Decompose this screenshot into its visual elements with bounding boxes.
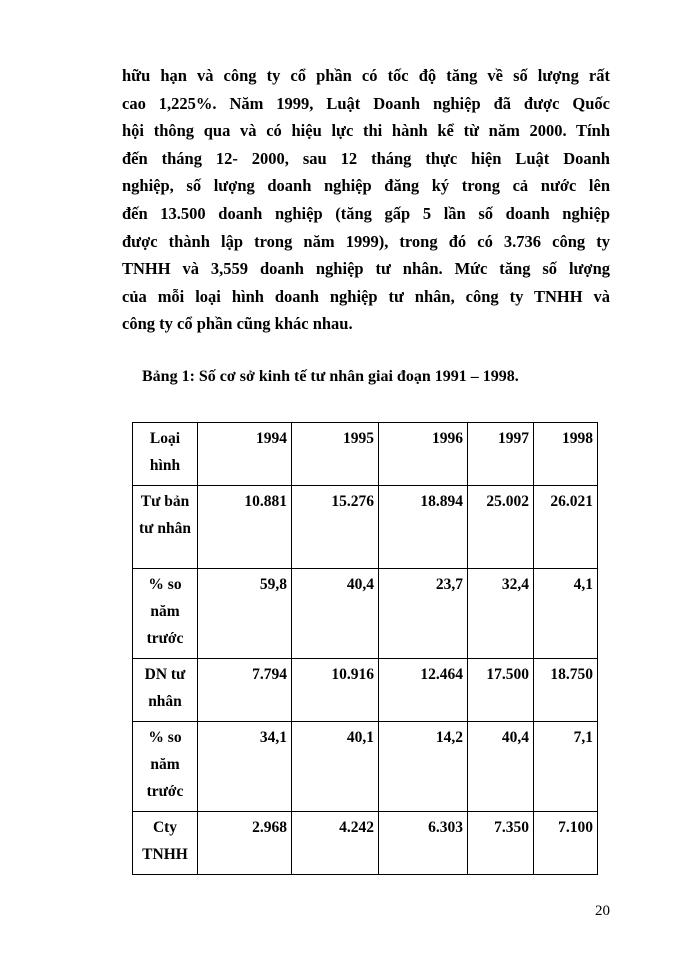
table-cell: 2.968 bbox=[198, 812, 292, 875]
table-cell: 40,1 bbox=[292, 722, 379, 812]
row-label: Tư bản tư nhân bbox=[133, 486, 198, 569]
table-cell: 4.242 bbox=[292, 812, 379, 875]
table-cell: 14,2 bbox=[379, 722, 468, 812]
row-label: DN tư nhân bbox=[133, 659, 198, 722]
table-cell: 4,1 bbox=[534, 569, 598, 659]
row-label: % so năm trước bbox=[133, 569, 198, 659]
table-cell: 7.350 bbox=[468, 812, 534, 875]
table-cell: 10.916 bbox=[292, 659, 379, 722]
table-cell: 18.894 bbox=[379, 486, 468, 569]
table-row bbox=[133, 722, 598, 812]
table-cell: 34,1 bbox=[198, 722, 292, 812]
table-cell: 10.881 bbox=[198, 486, 292, 569]
table-caption: Bảng 1: Số cơ sở kinh tế tư nhân giai đoạn 1991 – 1998. bbox=[142, 368, 519, 385]
header-cell: 1996 bbox=[379, 423, 468, 486]
data-table bbox=[132, 422, 598, 875]
body-paragraph bbox=[122, 62, 610, 338]
paragraph-line: đến 13.500 doanh nghiệp (tăng gấp 5 lần số doanh nghiệp bbox=[122, 203, 610, 223]
table-row bbox=[133, 812, 598, 875]
table-row bbox=[133, 659, 598, 722]
table-cell: 7.794 bbox=[198, 659, 292, 722]
paragraph-line: công ty cổ phần cũng khác nhau. bbox=[122, 314, 353, 334]
paragraph-line: hội thông qua và có hiệu lực thi hành kể từ năm 2000. Tính bbox=[122, 121, 610, 141]
table-cell: 26.021 bbox=[534, 486, 598, 569]
table-cell: 25.002 bbox=[468, 486, 534, 569]
header-cell: 1994 bbox=[198, 423, 292, 486]
table-cell: 18.750 bbox=[534, 659, 598, 722]
page-number: 20 bbox=[595, 903, 610, 919]
header-cell: 1995 bbox=[292, 423, 379, 486]
header-cell: 1997 bbox=[468, 423, 534, 486]
row-label: % so năm trước bbox=[133, 722, 198, 812]
table-cell: 32,4 bbox=[468, 569, 534, 659]
table-cell: 12.464 bbox=[379, 659, 468, 722]
table-cell: 40,4 bbox=[292, 569, 379, 659]
paragraph-line: hữu hạn và công ty cổ phần có tốc độ tăng về số lượng rất bbox=[122, 66, 610, 85]
paragraph-line: nghiệp, số lượng doanh nghiệp đăng ký trong cả nước lên bbox=[122, 176, 610, 196]
table-cell: 17.500 bbox=[468, 659, 534, 722]
row-label: Cty TNHH bbox=[133, 812, 198, 875]
paragraph-line: cao 1,225%. Năm 1999, Luật Doanh nghiệp đã được Quốc bbox=[122, 93, 610, 113]
table-header-row bbox=[133, 423, 598, 486]
table-row bbox=[133, 569, 598, 659]
table-cell: 23,7 bbox=[379, 569, 468, 659]
header-cell: 1998 bbox=[534, 423, 598, 486]
table-cell: 7.100 bbox=[534, 812, 598, 875]
paragraph-line: được thành lập trong năm 1999), trong đó có 3.736 công ty bbox=[122, 231, 610, 251]
header-cell: Loại hình bbox=[133, 423, 198, 486]
paragraph-line: đến tháng 12- 2000, sau 12 tháng thực hiện Luật Doanh bbox=[122, 148, 610, 168]
table-cell: 7,1 bbox=[534, 722, 598, 812]
paragraph-line: TNHH và 3,559 doanh nghiệp tư nhân. Mức tăng số lượng bbox=[122, 259, 610, 279]
table-cell: 15.276 bbox=[292, 486, 379, 569]
table-row bbox=[133, 486, 598, 569]
table-cell: 40,4 bbox=[468, 722, 534, 812]
table-cell: 6.303 bbox=[379, 812, 468, 875]
table-cell: 59,8 bbox=[198, 569, 292, 659]
paragraph-line: của mỗi loại hình doanh nghiệp tư nhân, công ty TNHH và bbox=[122, 286, 610, 306]
